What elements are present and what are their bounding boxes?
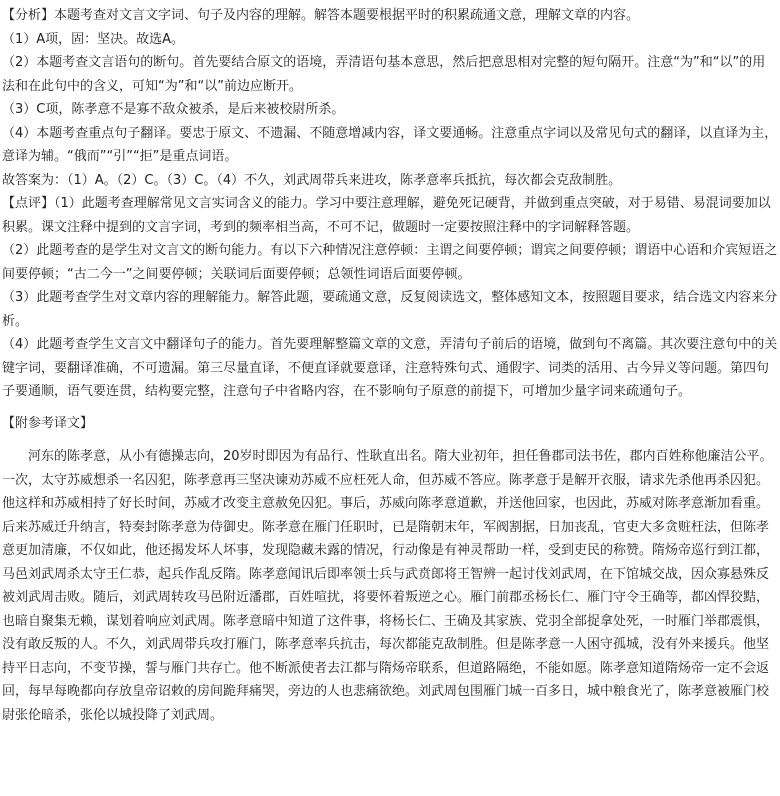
comment-item-3: （3）此题考查学生对文章内容的理解能力。解答此题，要疏通文意，反复阅读选文，整体感知文本，按照题目要求，结合选文内容来分析。 — [2, 290, 778, 329]
translation-body: 河东的陈孝意，从小有德操志向，20岁时即因为有品行、性耿直出名。隋大业初年，担任鲁郡司法书佐，郡内百姓称他廉洁公平。一次，太守苏威想杀一名囚犯，陈孝意再三坚决谏劝苏威不应枉死人命，但苏威不答应。陈孝意于是解开衣服，请求先杀他再杀囚犯。他这样和苏威相持了好长时间，苏威才改变主意赦免囚犯。事后，苏威向陈孝意道歉，并送他回家，也因此，苏威对陈孝意渐加看重。后来苏威迁升纳言，特奏封陈孝意为侍御史。陈孝意在雁门任职时，已是隋朝末年，军阀割据，日加丧乱，官吏大多贪赃枉法，但陈孝意更加清廉，不仅如此，他还揭发坏人坏事，发现隐藏未露的情况，行动像是有神灵帮助一样，受到吏民的称赞。隋炀帝巡行到江都，马邑刘武周杀太守王仁恭，起兵作乱反隋。陈孝意闻讯后即率领士兵与武贲郎将王智辨一起讨伐刘武周，在下馆城交战，因众寡悬殊反被刘武周击败。随后，刘武周转攻马邑附近潘郡，百姓喧扰，将要怀着叛逆之心。雁门前郡丞杨长仁、雁门守令王确等，都凶悍狡黠，也暗自聚集无赖，谋划着响应刘武周。陈孝意暗中知道了这件事，将杨长仁、王确及其家族、党羽全部捉拿处死，一时雁门举郡震惧，没有敢反叛的人。不久，刘武周带兵攻打雁门，陈孝意率兵抗击，每次都能克敌制胜。但是陈孝意一人困守孤城，没有外来援兵。他坚持平日志向，不变节操，誓与雁门共存亡。他不断派使者去江都与隋炀帝联系，但道路隔绝，不能如愿。陈孝意知道隋炀帝一定不会返回，每早每晚都向存放皇帝诏敕的房间跪拜痛哭，旁边的人也悲痛欲绝。刘武周包围雁门城一百多日，城中粮食光了，陈孝意被雁门校尉张伦暗杀，张伦以城投降了刘武周。 — [2, 449, 773, 723]
analysis-intro: 【分析】本题考查对文言文字词、句子及内容的理解。解答本题要根据平时的积累疏通文意，理解文章的内容。 — [2, 8, 640, 23]
comment-item-1: 【点评】（1）此题考查理解常见文言实词含义的能力。学习中要注意理解，避免死记硬背，并做到重点突破，对于易错、易混词要加以积累。课文注释中提到的文言字词，考到的频率相当高，不可不记，做题时一定要按照注释中的字词解释答题。 — [2, 196, 771, 235]
comment-item-2: （2）此题考查的是学生对文言文的断句能力。有以下六种情况注意停顿：主谓之间要停顿；谓宾之间要停顿；谓语中心语和介宾短语之间要停顿；“古二今一”之间要停顿；关联词后面要停顿；总领性词语后面要停顿。 — [2, 243, 778, 282]
answer-summary: 故答案为：（1）A。（2）C。（3）C。（4）不久，刘武周带兵来进攻，陈孝意率兵抵抗，每次都会克敌制胜。 — [2, 172, 622, 188]
analysis-item-2: （2）本题考查文言语句的断句。首先要结合原文的语境，弄清语句基本意思，然后把意思相对完整的短句隔开。注意“为”和“以”的用法和在此句中的含义，可知“为”和“以”前边应断开。 — [2, 55, 766, 94]
analysis-item-4: （4）本题考查重点句子翻译。要忠于原文、不遗漏、不随意增减内容，译文要通畅。注意重点字词以及常见句式的翻译，以直译为主，意译为辅。“俄而”“引”“拒”是重点词语。 — [2, 125, 778, 164]
translation-header: 【附参考译文】 — [2, 415, 94, 431]
analysis-item-3: （3）C项，陈孝意不是寡不敌众被杀，是后来被校尉所杀。 — [2, 102, 345, 117]
analysis-item-1: （1）A项，固：坚决。故选A。 — [2, 31, 185, 47]
comment-item-4: （4）此题考查学生文言文中翻译句子的能力。首先要理解整篇文章的文意，弄清句子前后的语境，做到句不离篇。其次要注意句中的关键字词，要翻译准确，不可遗漏。第三尽量直译，不便直译就要意译，注意特殊句式、通假字、词类的活用、古今异义等问题。第四句子要通顺，语气要连贯，结构要完整，注意句子中省略内容，在不影响句子原意的前提下，可增加少量字词来疏通句子。 — [2, 337, 778, 399]
section-gap — [2, 404, 778, 412]
section-gap — [2, 435, 778, 445]
